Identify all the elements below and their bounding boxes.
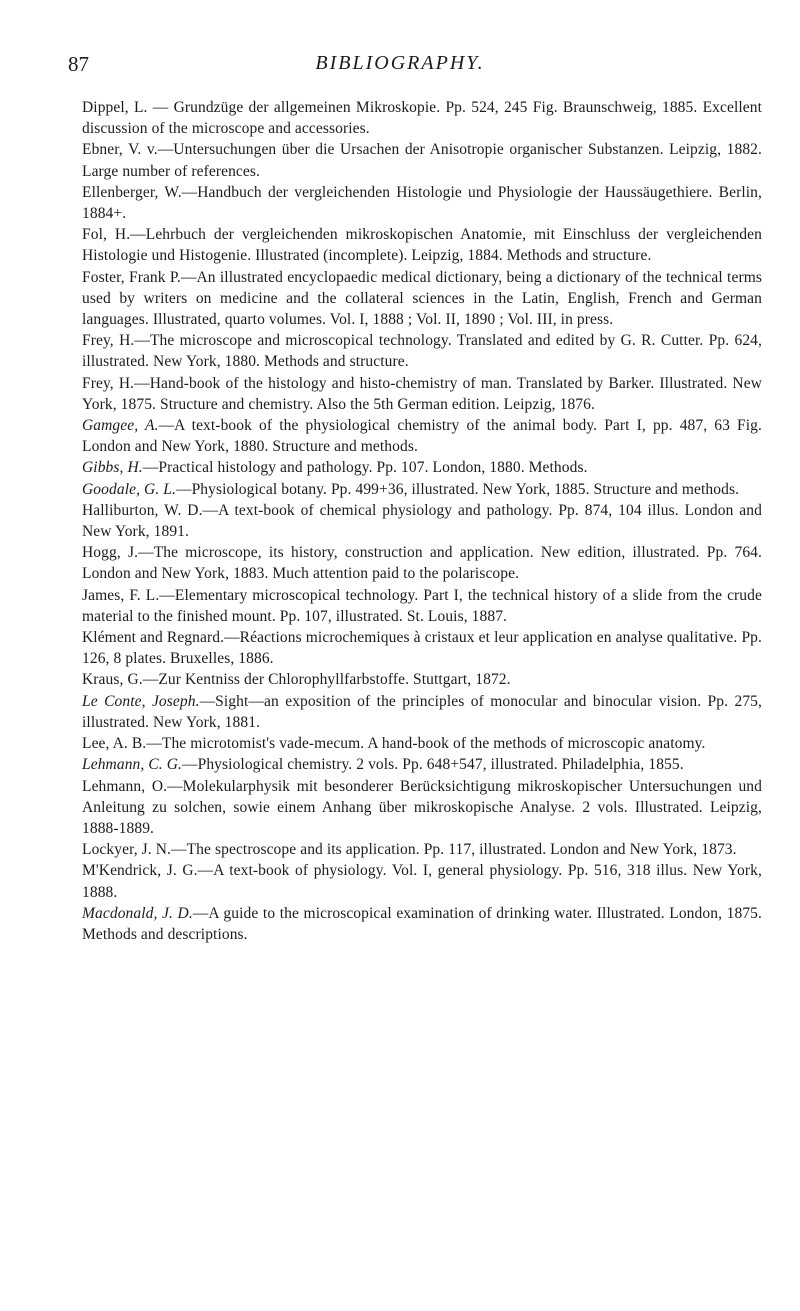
entry-author: Gibbs, H.: [82, 459, 143, 477]
bibliography-entry: [82, 860, 762, 902]
bibliography-entry: [82, 267, 762, 331]
entry-text: —Physiological chemistry. 2 vols. Pp. 648+547, illustrated. Philadelphia, 1855.: [182, 756, 684, 774]
entry-text: Foster, Frank P.—An illustrated encyclopaedic medical dictionary, being a dictionary of the technical terms used by writers on medicine and the collateral sciences in the Latin, English, French and German languages. Illustrated, quarto volumes. Vol. I, 1888 ; Vol. II, 1890 ; Vol. III, in press.: [82, 268, 762, 329]
bibliography-entry: [82, 415, 762, 457]
entry-text: Hogg, J.—The microscope, its history, construction and application. New edition, illustrated. Pp. 764. London and New York, 1883. Much attention paid to the polariscope.: [82, 544, 762, 583]
bibliography-entry: [82, 839, 762, 860]
bibliography-entry: [82, 224, 762, 266]
entry-text: —Practical histology and pathology. Pp. 107. London, 1880. Methods.: [142, 459, 588, 477]
bibliography-entry: [82, 903, 762, 945]
entry-text: Lee, A. B.—The microtomist's vade-mecum. A hand-book of the methods of microscopic anatomy.: [82, 735, 706, 753]
bibliography-entry: [82, 733, 762, 754]
bibliography-entry: [82, 182, 762, 224]
bibliography-entry: [82, 479, 762, 500]
entry-text: Frey, H.—Hand-book of the histology and histo-chemistry of man. Translated by Barker. Illustrated. New York, 1875. Structure and chemistry. Also the 5th German edition. Leipzig, 1876.: [82, 374, 762, 413]
entry-text: Ellenberger, W.—Handbuch der vergleichenden Histologie und Physiologie der Haussäugethiere. Berlin, 1884+.: [82, 183, 762, 223]
entry-text: Ebner, V. v.—Untersuchungen über die Ursachen der Anisotropie organischer Substanzen. Leipzig, 1882. Large number of references.: [82, 141, 762, 180]
bibliography-entry: [82, 457, 762, 478]
entry-text: Klément and Regnard.—Réactions microchemiques à cristaux et leur application en analyse qualitative. Pp. 126, 8 plates. Bruxelles, 1886.: [82, 629, 762, 668]
bibliography-entry: [82, 776, 762, 840]
bibliography-entry: [82, 500, 762, 542]
page-number: 87: [68, 52, 89, 76]
bibliography-list: [82, 97, 762, 945]
entry-author: Le Conte, Joseph.: [82, 692, 200, 710]
entry-text: Fol, H.—Lehrbuch der vergleichenden mikroskopischen Anatomie, mit Einschluss der vergleichenden Histologie und Histogenie. Illustrated (incomplete). Leipzig, 1884. Methods and structure.: [82, 226, 762, 265]
entry-text: Frey, H.—The microscope and microscopical technology. Translated and edited by G. R. Cutter. Pp. 624, illustrated. New York, 1880. Methods and structure.: [82, 332, 762, 371]
entry-text: —Physiological botany. Pp. 499+36, illustrated. New York, 1885. Structure and methods.: [175, 480, 740, 498]
page-header: [0, 52, 800, 82]
entry-text: Lehmann, O.—Molekularphysik mit besonderer Berücksichtigung mikroskopischer Untersuchungen und Anleitung zu solchen, sowie einem Anhang über mikroskopische Analyse. 2 vols. Illustrated. Leipzig, 1888-1889.: [82, 777, 762, 837]
bibliography-entry: [82, 585, 762, 627]
entry-text: —A text-book of the physiological chemistry of the animal body. Part I, pp. 487, 63 Fig. London and New York, 1880. Structure and methods.: [82, 417, 762, 456]
bibliography-entry: [82, 97, 762, 139]
entry-author: Goodale, G. L.: [82, 480, 176, 498]
entry-text: Halliburton, W. D.—A text-book of chemical physiology and pathology. Pp. 874, 104 illus. London and New York, 1891.: [82, 501, 762, 541]
bibliography-entry: [82, 373, 762, 415]
bibliography-entry: [82, 330, 762, 372]
bibliography-entry: [82, 754, 762, 775]
entry-text: Kraus, G.—Zur Kentniss der Chlorophyllfarbstoffe. Stuttgart, 1872.: [82, 671, 511, 689]
entry-author: Macdonald, J. D.: [82, 904, 193, 922]
entry-author: Lehmann, C. G.: [82, 756, 183, 774]
bibliography-entry: [82, 669, 762, 690]
entry-text: —A guide to the microscopical examination of drinking water. Illustrated. London, 1875. Methods and descriptions.: [82, 904, 762, 943]
entry-text: James, F. L.—Elementary microscopical technology. Part I, the technical history of a slide from the crude material to the finished mount. Pp. 107, illustrated. St. Louis, 1887.: [82, 586, 762, 625]
entry-text: —Sight—an exposition of the principles of monocular and binocular vision. Pp. 275, illustrated. New York, 1881.: [82, 692, 762, 731]
bibliography-entry: [82, 627, 762, 669]
entry-text: Lockyer, J. N.—The spectroscope and its application. Pp. 117, illustrated. London and New York, 1873.: [82, 841, 737, 859]
bibliography-entry: [82, 139, 762, 181]
bibliography-entry: [82, 691, 762, 733]
running-title: BIBLIOGRAPHY.: [315, 52, 485, 74]
bibliography-entry: [82, 542, 762, 584]
entry-text: Dippel, L. — Grundzüge der allgemeinen Mikroskopie. Pp. 524, 245 Fig. Braunschweig, 1885. Excellent discussion of the microscope and accessories.: [82, 99, 762, 138]
entry-author: Gamgee, A.: [82, 417, 159, 435]
entry-text: M'Kendrick, J. G.—A text-book of physiology. Vol. I, general physiology. Pp. 516, 318 illus. New York, 1888.: [82, 862, 762, 901]
